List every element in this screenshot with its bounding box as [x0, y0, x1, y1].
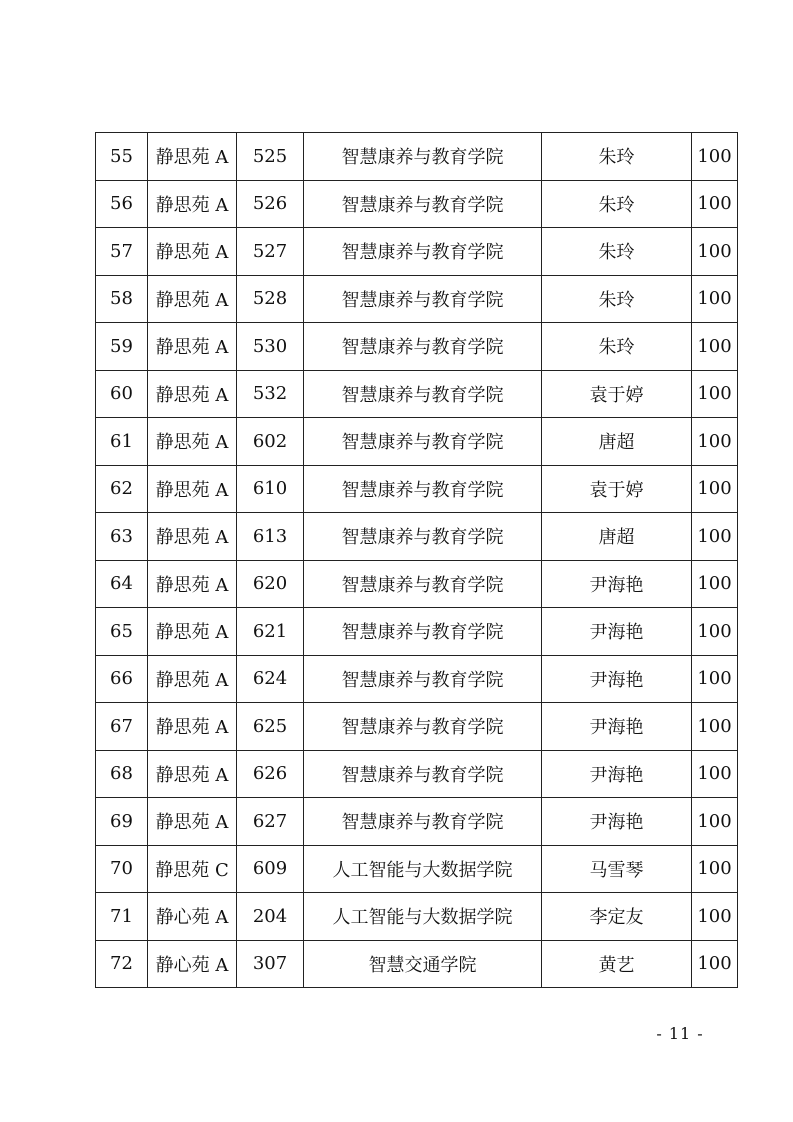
building-cell: 静思苑 A — [148, 323, 237, 371]
score-cell: 100 — [692, 465, 738, 513]
room-number-cell: 527 — [237, 228, 304, 276]
building-cell: 静思苑 A — [148, 133, 237, 181]
college-cell: 智慧康养与教育学院 — [304, 608, 542, 656]
responsible-person-cell: 尹海艳 — [542, 608, 692, 656]
responsible-person-cell: 袁于婷 — [542, 465, 692, 513]
table-row — [96, 655, 738, 703]
row-number-cell: 59 — [96, 323, 148, 371]
table-row — [96, 798, 738, 846]
responsible-person-cell: 李定友 — [542, 893, 692, 941]
table-row — [96, 750, 738, 798]
responsible-person-cell: 尹海艳 — [542, 798, 692, 846]
room-number-cell: 528 — [237, 275, 304, 323]
score-cell: 100 — [692, 608, 738, 656]
building-cell: 静思苑 A — [148, 608, 237, 656]
row-number-cell: 63 — [96, 513, 148, 561]
college-cell: 智慧康养与教育学院 — [304, 465, 542, 513]
responsible-person-cell: 唐超 — [542, 418, 692, 466]
college-cell: 智慧康养与教育学院 — [304, 370, 542, 418]
college-cell: 人工智能与大数据学院 — [304, 893, 542, 941]
table-row — [96, 940, 738, 988]
row-number-cell: 58 — [96, 275, 148, 323]
table-row — [96, 275, 738, 323]
responsible-person-cell: 尹海艳 — [542, 750, 692, 798]
score-cell: 100 — [692, 418, 738, 466]
score-cell: 100 — [692, 228, 738, 276]
table-row — [96, 418, 738, 466]
row-number-cell: 55 — [96, 133, 148, 181]
college-cell: 人工智能与大数据学院 — [304, 845, 542, 893]
score-cell: 100 — [692, 893, 738, 941]
responsible-person-cell: 朱玲 — [542, 228, 692, 276]
building-cell: 静思苑 C — [148, 845, 237, 893]
table-row — [96, 323, 738, 371]
responsible-person-cell: 尹海艳 — [542, 655, 692, 703]
room-number-cell: 525 — [237, 133, 304, 181]
room-number-cell: 609 — [237, 845, 304, 893]
row-number-cell: 68 — [96, 750, 148, 798]
score-cell: 100 — [692, 513, 738, 561]
table-row — [96, 608, 738, 656]
building-cell: 静思苑 A — [148, 703, 237, 751]
table-row — [96, 180, 738, 228]
room-number-cell: 204 — [237, 893, 304, 941]
row-number-cell: 60 — [96, 370, 148, 418]
score-cell: 100 — [692, 655, 738, 703]
score-cell: 100 — [692, 323, 738, 371]
responsible-person-cell: 尹海艳 — [542, 560, 692, 608]
building-cell: 静思苑 A — [148, 750, 237, 798]
building-cell: 静思苑 A — [148, 798, 237, 846]
room-number-cell: 627 — [237, 798, 304, 846]
building-cell: 静思苑 A — [148, 465, 237, 513]
room-number-cell: 620 — [237, 560, 304, 608]
table-row — [96, 893, 738, 941]
college-cell: 智慧康养与教育学院 — [304, 418, 542, 466]
score-cell: 100 — [692, 940, 738, 988]
college-cell: 智慧康养与教育学院 — [304, 275, 542, 323]
page-number: - 11 - — [656, 1024, 704, 1043]
room-number-cell: 610 — [237, 465, 304, 513]
table-row — [96, 845, 738, 893]
row-number-cell: 71 — [96, 893, 148, 941]
room-number-cell: 613 — [237, 513, 304, 561]
score-cell: 100 — [692, 133, 738, 181]
responsible-person-cell: 马雪琴 — [542, 845, 692, 893]
row-number-cell: 70 — [96, 845, 148, 893]
college-cell: 智慧康养与教育学院 — [304, 798, 542, 846]
college-cell: 智慧康养与教育学院 — [304, 513, 542, 561]
dormitory-score-table — [95, 132, 738, 988]
building-cell: 静心苑 A — [148, 940, 237, 988]
row-number-cell: 61 — [96, 418, 148, 466]
college-cell: 智慧康养与教育学院 — [304, 750, 542, 798]
college-cell: 智慧康养与教育学院 — [304, 655, 542, 703]
room-number-cell: 532 — [237, 370, 304, 418]
room-number-cell: 625 — [237, 703, 304, 751]
room-number-cell: 526 — [237, 180, 304, 228]
building-cell: 静思苑 A — [148, 513, 237, 561]
building-cell: 静思苑 A — [148, 228, 237, 276]
college-cell: 智慧康养与教育学院 — [304, 323, 542, 371]
score-cell: 100 — [692, 370, 738, 418]
score-cell: 100 — [692, 703, 738, 751]
score-cell: 100 — [692, 750, 738, 798]
college-cell: 智慧康养与教育学院 — [304, 228, 542, 276]
building-cell: 静思苑 A — [148, 180, 237, 228]
responsible-person-cell: 朱玲 — [542, 275, 692, 323]
responsible-person-cell: 黄艺 — [542, 940, 692, 988]
building-cell: 静心苑 A — [148, 893, 237, 941]
building-cell: 静思苑 A — [148, 275, 237, 323]
college-cell: 智慧康养与教育学院 — [304, 133, 542, 181]
responsible-person-cell: 朱玲 — [542, 323, 692, 371]
table-row — [96, 133, 738, 181]
row-number-cell: 57 — [96, 228, 148, 276]
responsible-person-cell: 唐超 — [542, 513, 692, 561]
building-cell: 静思苑 A — [148, 370, 237, 418]
row-number-cell: 65 — [96, 608, 148, 656]
row-number-cell: 66 — [96, 655, 148, 703]
room-number-cell: 626 — [237, 750, 304, 798]
college-cell: 智慧交通学院 — [304, 940, 542, 988]
table-row — [96, 465, 738, 513]
score-cell: 100 — [692, 845, 738, 893]
room-number-cell: 621 — [237, 608, 304, 656]
room-number-cell: 307 — [237, 940, 304, 988]
responsible-person-cell: 朱玲 — [542, 133, 692, 181]
building-cell: 静思苑 A — [148, 655, 237, 703]
responsible-person-cell: 尹海艳 — [542, 703, 692, 751]
table-row — [96, 370, 738, 418]
building-cell: 静思苑 A — [148, 418, 237, 466]
row-number-cell: 69 — [96, 798, 148, 846]
college-cell: 智慧康养与教育学院 — [304, 703, 542, 751]
table-row — [96, 560, 738, 608]
score-cell: 100 — [692, 180, 738, 228]
score-cell: 100 — [692, 275, 738, 323]
college-cell: 智慧康养与教育学院 — [304, 180, 542, 228]
row-number-cell: 67 — [96, 703, 148, 751]
room-number-cell: 530 — [237, 323, 304, 371]
table-row — [96, 228, 738, 276]
table-row — [96, 513, 738, 561]
college-cell: 智慧康养与教育学院 — [304, 560, 542, 608]
responsible-person-cell: 朱玲 — [542, 180, 692, 228]
building-cell: 静思苑 A — [148, 560, 237, 608]
row-number-cell: 62 — [96, 465, 148, 513]
score-cell: 100 — [692, 560, 738, 608]
responsible-person-cell: 袁于婷 — [542, 370, 692, 418]
row-number-cell: 56 — [96, 180, 148, 228]
table-row — [96, 703, 738, 751]
room-number-cell: 602 — [237, 418, 304, 466]
row-number-cell: 72 — [96, 940, 148, 988]
score-cell: 100 — [692, 798, 738, 846]
table-body — [96, 133, 738, 988]
room-number-cell: 624 — [237, 655, 304, 703]
row-number-cell: 64 — [96, 560, 148, 608]
